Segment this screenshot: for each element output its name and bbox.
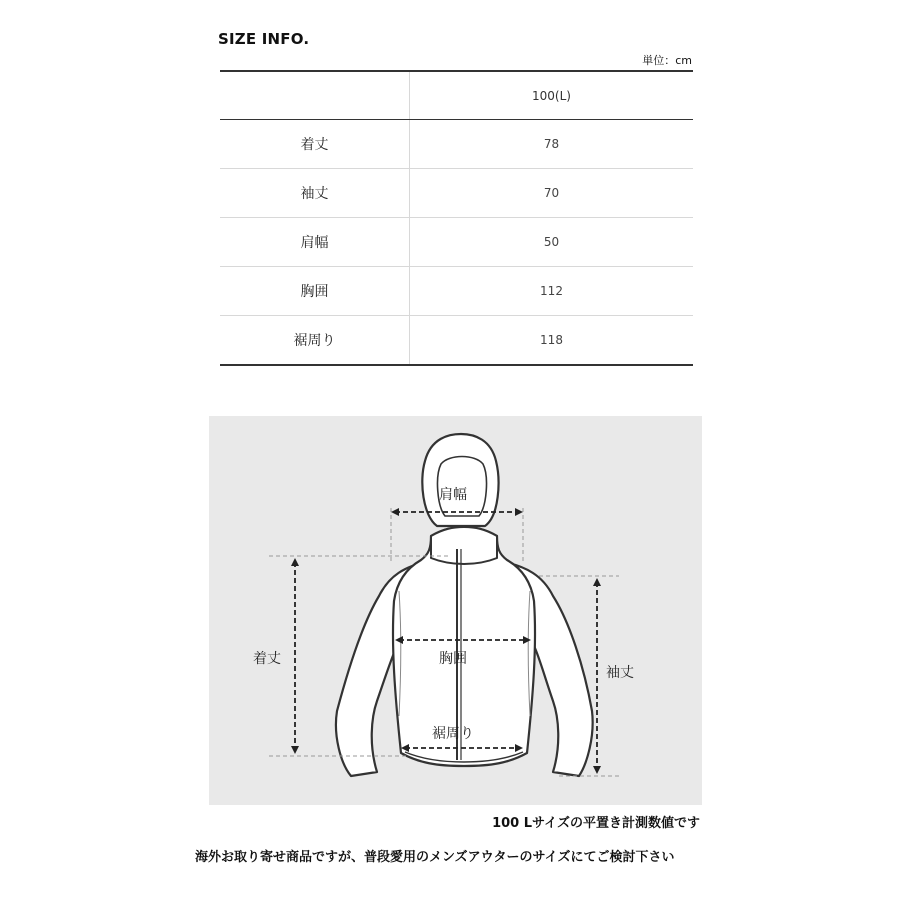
collar (431, 527, 497, 564)
jacket-outline-illustration (209, 416, 702, 805)
table-header-empty (220, 71, 410, 120)
overseas-note: 海外お取り寄せ商品ですが、普段愛用のメンズアウターのサイズにてご検討下さい (195, 850, 675, 865)
row-value: 112 (410, 267, 694, 316)
jacket-measurement-diagram (209, 416, 702, 805)
row-value: 70 (410, 169, 694, 218)
table-row (220, 218, 693, 267)
size-info-title: SIZE INFO. (218, 30, 310, 48)
size-table (220, 70, 693, 366)
table-header-row (220, 71, 693, 120)
length-label: 着丈 (253, 651, 281, 667)
row-label: 肩幅 (220, 218, 410, 267)
chest-label: 胸囲 (439, 651, 467, 667)
hem-label: 裾周り (432, 726, 474, 742)
row-label: 着丈 (220, 120, 410, 169)
row-value: 78 (410, 120, 694, 169)
row-value: 50 (410, 218, 694, 267)
row-label: 裾周り (220, 316, 410, 366)
table-row (220, 169, 693, 218)
row-label: 袖丈 (220, 169, 410, 218)
table-row (220, 316, 693, 366)
table-row (220, 120, 693, 169)
unit-label: 単位：cm (642, 54, 692, 67)
measurement-note: 100 Lサイズの平置き計測数値です (492, 816, 700, 831)
table-header-size: 100(L) (410, 71, 694, 120)
table-row (220, 267, 693, 316)
row-label: 胸囲 (220, 267, 410, 316)
shoulder-label: 肩幅 (439, 487, 467, 503)
row-value: 118 (540, 333, 563, 347)
sleeve-label: 袖丈 (606, 665, 634, 681)
